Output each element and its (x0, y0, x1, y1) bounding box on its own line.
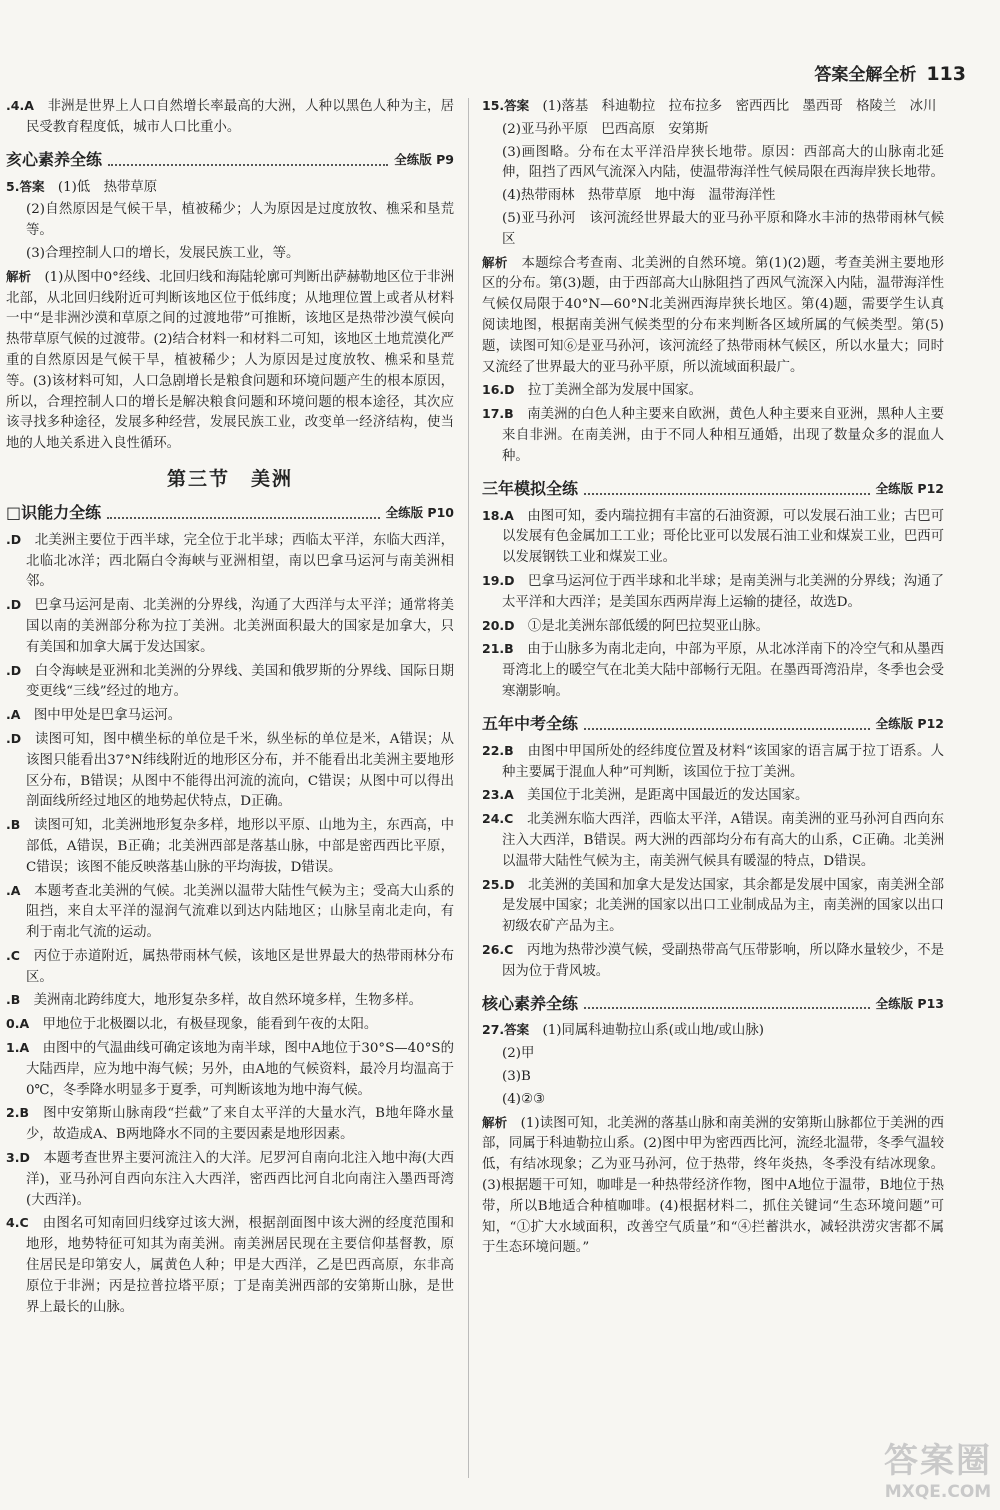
header-title: 答案全解全析 (814, 65, 917, 85)
answer-line: (4)热带雨林 热带草原 地中海 温带海洋性 (502, 188, 776, 204)
chapter-title: 第三节 美洲 (166, 467, 293, 490)
answer-item: .B 读图可知，北美洲地形复杂多样，地形以平原、山地为主，东西高，中部低，A错误，B正确；北美洲西部是落基山脉，中部是密西西比平原，C错误；该图不能反映落基山脉的平均海拔，D错误。 (6, 817, 454, 875)
answer-item: 18.A 由图可知，委内瑞拉拥有丰富的石油资源，可以发展石油工业；古巴可以发展有色金属加工工业；哥伦比亚可以发展石油工业和煤炭工业，巴西可以发展钢铁工业和煤炭工业。 (482, 507, 945, 566)
page-header (814, 60, 966, 85)
answer-item: 23.A 美国位于北美洲，是距离中国最近的发达国家。 (482, 787, 809, 804)
answer-item: .A 图中甲处是巴拿马运河。 (6, 707, 182, 724)
analysis: 解析 本题综合考查南、北美洲的自然环境。第(1)(2)题，考查美洲主要地形区的分布。第(3)题，由于西部高大山脉阻挡了西风气流深入内陆，温带海洋性气候仅局限于40°N—60°N北美洲西海岸狭长地区。第(4)题，需要学生认真阅读地图，根据南美洲气候类型的分布来判断各区域所属的气候类型。第(5)题，读图可知⑥是亚马孙河，该河流经了热带雨林气候区，所以水量大；同时又流经了世界最大的亚马孙平原，所以流域面积最广。 (482, 254, 945, 375)
answer-line: (3)合理控制人口的增长，发展民族工业，等。 (26, 245, 300, 261)
answer-line: (3)画图略。分布在太平洋沿岸狭长地带。原因：西部高大的山脉南北延伸，阻挡了西风气流深入内陆，使温带海洋性气候局限在西海岸狭长地带。 (502, 144, 944, 181)
answer-line: (4)②③ (502, 1091, 545, 1107)
section-header: 三年模拟全练 全练版 P12 (482, 478, 944, 498)
answer-item: 15.答案 (1)落基 科迪勒拉 拉布拉多 密西西比 墨西哥 格陵兰 冰川 (482, 98, 937, 114)
right-column (482, 96, 944, 1261)
answer-item: 1.A 由图中的气温曲线可确定该地为南半球，图中A地位于30°S—40°S的大陆西岸，应为地中海气候；另外，由A地的气候资料，最冷月均温高于0℃，冬季降水明显多于夏季，可判断该地为地中海气候。 (6, 1040, 455, 1098)
answer-item: 19.D 巴拿马运河位于西半球和北半球；是南美洲与北美洲的分界线；沟通了太平洋和大西洋；是美国东西两岸海上运输的捷径，故选D。 (482, 572, 944, 610)
answer-line: (3)B (502, 1069, 531, 1085)
analysis: 解析 (1)从图中0°经线、北回归线和海陆轮廓可判断出萨赫勒地区位于非洲北部，从北回归线附近可判断该地区位于低纬度；从地理位置上或者从材料一中“是非洲沙漠和草原之间的过渡地带”可推断，该地区是热带沙漠气候向热带草原气候的过渡带。(2)结合材料一和材料二可知，该地区土地荒漠化严重的自然原因是气候干旱，植被稀少；人为原因是过度放牧、樵采和垦荒等。(3)该材料可知，人口急剧增长是粮食问题和环境问题产生的根本原因，所以，合理控制人口的增长是解决粮食问题和环境问题的根本途径，其次应该寻找多种途径，发展多种经营，发展民族工业，改变单一经济结构，使当地的人地关系进入良性循环。 (6, 268, 454, 452)
left-column (6, 96, 454, 1320)
answer-item: .D 白令海峡是亚洲和北美洲的分界线、美国和俄罗斯的分界线、国际日期变更线“三线”经过的地方。 (6, 662, 455, 700)
watermark-logo: 答案圈 MXQE.COM (884, 1441, 992, 1502)
answer-item: 25.D 北美洲的美国和加拿大是发达国家，其余都是发展中国家，南美洲全部是发展中国家；北美洲的国家以出口工业制成品为主，南美洲的国家以出口初级农矿产品为主。 (482, 876, 944, 935)
answer-item: .4.A 非洲是世界上人口自然增长率最高的大洲，人种以黑色人种为主，居民受教育程度低，城市人口比重小。 (6, 98, 455, 135)
answer-item: 2.B 图中安第斯山脉南段“拦截”了来自太平洋的大量水汽，B地年降水量少，故造成A、B两地降水不同的主要因素是地形因素。 (6, 1105, 455, 1143)
answer-item: 22.B 由图中甲国所处的经纬度位置及材料“该国家的语言属于拉丁语系。人种主要属于混血人种”可判断，该国位于拉丁美洲。 (482, 742, 945, 780)
answer-line: (2)甲 (502, 1046, 535, 1062)
column-divider (468, 98, 469, 1478)
section-header: 核心素养全练 全练版 P13 (482, 993, 944, 1013)
answer-item: 3.D 本题考查世界主要河流注入的大洋。尼罗河自南向北注入地中海(大西洋)，亚马孙河自西向东注入大西洋，密西西比河自北向南注入墨西哥湾(大西洋)。 (6, 1150, 454, 1208)
answer-item: 5.答案 (1)低 热带草原 (6, 178, 158, 195)
answer-item: .C 丙位于赤道附近，属热带雨林气候，该地区是世界最大的热带雨林分布区。 (6, 947, 455, 985)
section-header: 亥心素养全练 全练版 P9 (6, 149, 454, 169)
answer-item: .D 北美洲主要位于西半球，完全位于北半球；西临太平洋，东临大西洋，北临北冰洋；西北隔白令海峡与亚洲相望，南以巴拿马运河与南美洲相邻。 (6, 531, 455, 590)
answer-item: 17.B 南美洲的白色人种主要来自欧洲，黄色人种主要来自亚洲，黑种人主要来自非洲。在南美洲，由于不同人种相互通婚，出现了数量众多的混血人种。 (482, 406, 945, 464)
answer-line: (5)亚马孙河 该河流经世界最大的亚马孙平原和降水丰沛的热带雨林气候区 (502, 210, 944, 247)
answer-item: 20.D ①是北美洲东部低缓的阿巴拉契亚山脉。 (482, 617, 769, 634)
answer-item: .D 读图可知，图中横坐标的单位是千米，纵坐标的单位是米，A错误；从该图只能看出37°N纬线附近的地形区分布，并不能看出北美洲主要地形区分布，B错误；从图中不能得出河流的流向，C错误；从图中可以得出剖面线所经过地区的地势起伏特点，D正确。 (6, 730, 455, 810)
answer-item: 27.答案 (1)同属科迪勒拉山系(或山地/或山脉) (482, 1022, 764, 1039)
page-number: 113 (926, 63, 966, 85)
answer-line: (2)自然原因是气候干旱，植被稀少；人为原因是过度放牧、樵采和垦荒等。 (26, 202, 454, 239)
answer-item: 4.C 由图名可知南回归线穿过该大洲，根据剖面图中该大洲的经度范围和地形，地势特征可知其为南美洲。南美洲居民现在主要信仰基督教，原住居民是印第安人，属黄色人种；甲是大西洋，乙是巴西高原，东非高原位于非洲；丙是拉普拉塔平原；丁是南美洲西部的安第斯山脉，是世界上最长的山脉。 (6, 1215, 455, 1315)
answer-item: 21.B 由于山脉多为南北走向，中部为平原，从北冰洋南下的冷空气和从墨西哥湾北上的暖空气在北美大陆中部畅行无阻。在墨西哥湾沿岸，冬季也会受寒潮影响。 (482, 641, 945, 699)
answer-item: 16.D 拉丁美洲全部为发展中国家。 (482, 382, 702, 399)
answer-item: .B 美洲南北跨纬度大，地形复杂多样，故自然环境多样，生物多样。 (6, 992, 422, 1009)
section-header: □识能力全练 全练版 P10 (6, 502, 454, 522)
answer-item: 26.C 丙地为热带沙漠气候，受副热带高气压带影响，所以降水量较少，不是因为位于背风坡。 (482, 941, 945, 979)
section-header: 五年中考全练 全练版 P12 (482, 713, 944, 733)
answer-item: 24.C 北美洲东临大西洋，西临太平洋，A错误。南美洲的亚马孙河自西向东注入大西洋，B错误。两大洲的西部均分布有高大的山系，C正确。北美洲以温带大陆性气候为主，南美洲气候具有暖湿的特点，D错误。 (482, 811, 945, 869)
answer-item: .A 本题考查北美洲的气候。北美洲以温带大陆性气候为主；受高大山系的阻挡，来自太平洋的湿润气流难以到达内陆地区；山脉呈南北走向，有利于南北气流的运动。 (6, 882, 455, 941)
answer-line: (2)亚马孙平原 巴西高原 安第斯 (502, 121, 709, 137)
analysis: 解析 (1)读图可知，北美洲的落基山脉和南美洲的安第斯山脉都位于美洲的西部，同属于科迪勒拉山系。(2)图中甲为密西西比河，流经北温带，冬季气温较低，有结冰现象；乙为亚马孙河，位于热带，终年炎热，冬季没有结冰现象。(3)根据题干可知，咖啡是一种热带经济作物，图中A地位于温带，B地位于热带，所以B地适合种植咖啡。(4)根据材料二，抓住关键词“生态环境问题”可知，“①扩大水域面积，改善空气质量”和“④拦蓄洪水，减轻洪涝灾害都不属于生态环境问题。” (482, 1114, 944, 1256)
answer-item: 0.A 甲地位于北极圈以北，有极昼现象，能看到午夜的太阳。 (6, 1016, 378, 1033)
answer-item: .D 巴拿马运河是南、北美洲的分界线，沟通了大西洋与太平洋；通常将美国以南的美洲部分称为拉丁美洲。北美洲面积最大的国家是加拿大，只有美国和加拿大属于发达国家。 (6, 597, 455, 655)
